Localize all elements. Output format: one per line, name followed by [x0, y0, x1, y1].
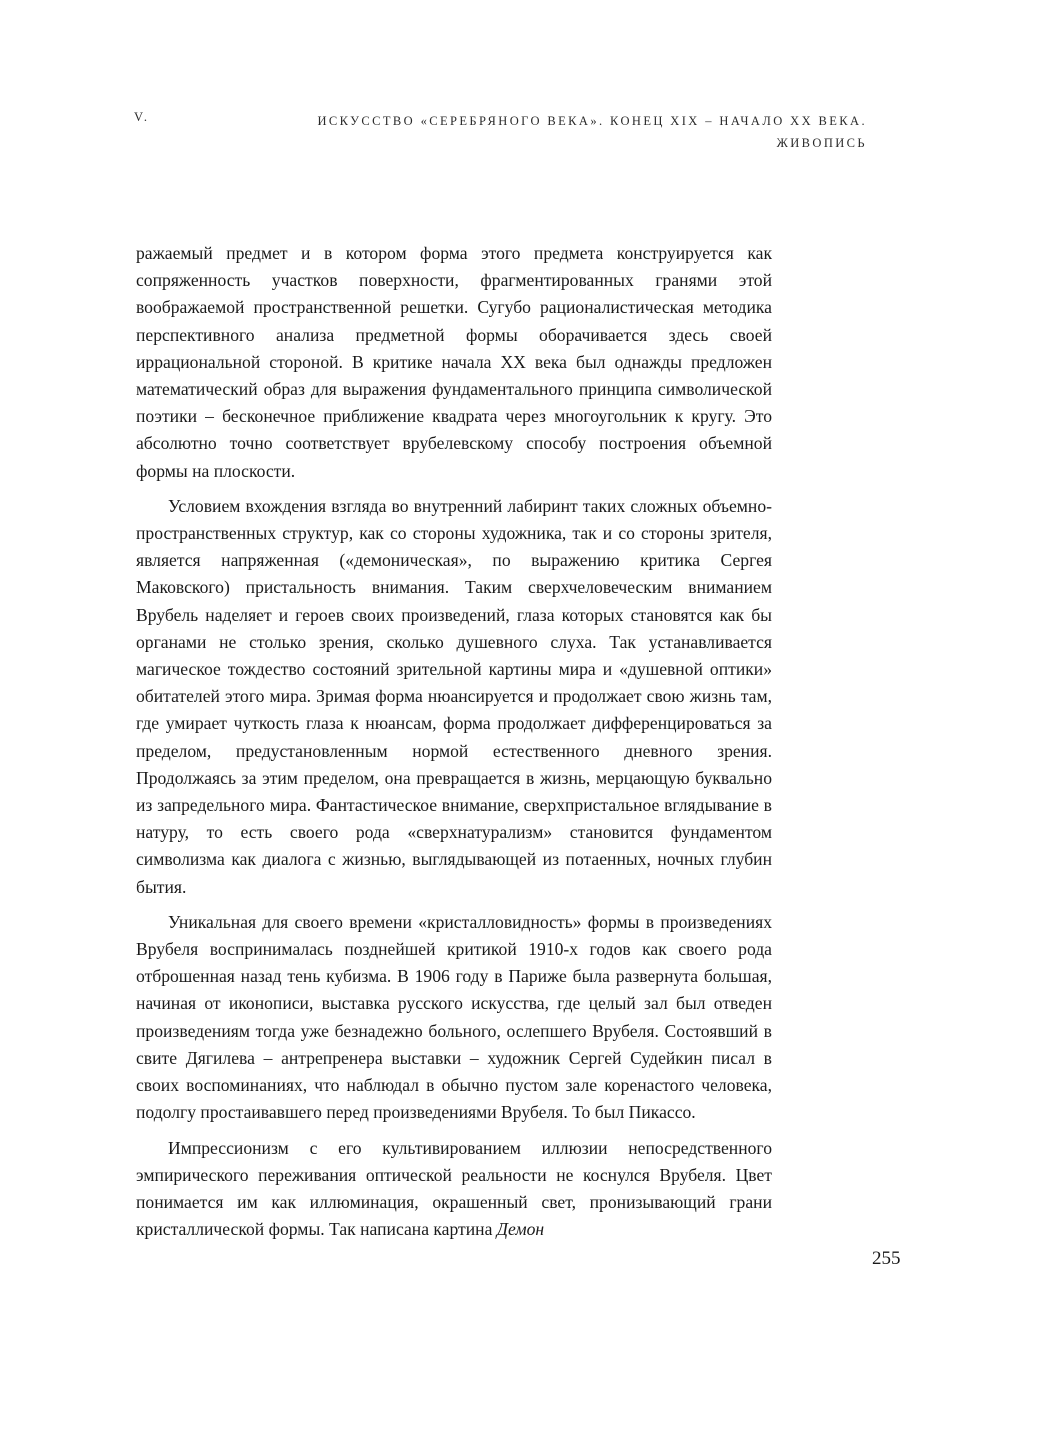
paragraph-3: Уникальная для своего времени «кристалловидность» формы в произведениях Врубеля воспринималась позднейшей критикой 1910-х годов как своего рода отброшенная назад тень кубизма. В 1906 году в Париже была развернута большая, начиная от иконописи, выставка русского искусства, где целый зал был отведен произведениям тогда уже безнадежно больного, ослепшего Врубеля. Состоявший в свите Дягилева – антрепренера выставки – художник Сергей Судейкин писал в своих воспоминаниях, что наблюдал в обычно пустом зале коренастого человека, подолгу простаивавшего перед произведениями Врубеля. То был Пикассо. [136, 911, 772, 1123]
chapter-number: V. [134, 110, 150, 124]
running-head-title [227, 110, 867, 154]
running-head [0, 110, 1041, 160]
paragraph-4-text: Импрессионизм с его культивированием иллюзии непосредственного эмпирического переживания оптической реальности не коснулся Врубеля. Цвет понимается им как иллюминация, окрашенный свет, пронизывающий грани кристаллической формы. Так написана картина [136, 1137, 772, 1240]
paragraph-4 [136, 1135, 772, 1244]
running-head-title-line-1: ИСКУССТВО «СЕРЕБРЯНОГО ВЕКА». КОНЕЦ XIX – НАЧАЛО XX ВЕКА. [317, 114, 867, 128]
page-number: 255 [872, 1248, 901, 1269]
paragraph-1: ражаемый предмет и в котором форма этого предмета конструируется как сопряженность участков поверхности, фрагментированных гранями этой воображаемой пространственной решетки. Сугубо рационалистическая методика перспективного анализа предметной формы оборачивается здесь своей иррациональной стороной. В критике начала XX века был однажды предложен математический образ для выражения фундаментального принципа символической поэтики – бесконечное приближение квадрата через многоугольник к кругу. Это абсолютно точно соответствует врубелевскому способу построения объемной формы на плоскости. [136, 243, 772, 481]
painting-title: Демон [496, 1219, 545, 1240]
body-text [136, 240, 772, 1251]
running-head-title-line-2: ЖИВОПИСЬ [776, 136, 867, 150]
paragraph-2: Условием вхождения взгляда во внутренний лабиринт таких сложных объемно-пространственных структур, как со стороны художника, так и со стороны зрителя, является напряженная («демоническая», по выражению критика Сергея Маковского) пристальность внимания. Таким сверхчеловеческим вниманием Врубель наделяет и героев своих произведений, глаза которых становятся как бы органами не столько зрения, сколько душевного слуха. Так устанавливается магическое тождество состояний зрительной картины мира и «душевной оптики» обитателей этого мира. Зримая форма нюансируется и продолжает свою жизнь там, где умирает чуткость глаза к нюансам, форма продолжает дифференцироваться за пределом, предустановленным нормой естественного дневного зрения. Продолжаясь за этим пределом, она превращается в жизнь, мерцающую буквально из запредельного мира. Фантастическое внимание, сверхпристальное вглядывание в натуру, то есть своего рода «сверхнатурализм» становится фундаментом символизма как диалога с жизнью, выглядывающей из потаенных, ночных глубин бытия. [136, 495, 772, 897]
